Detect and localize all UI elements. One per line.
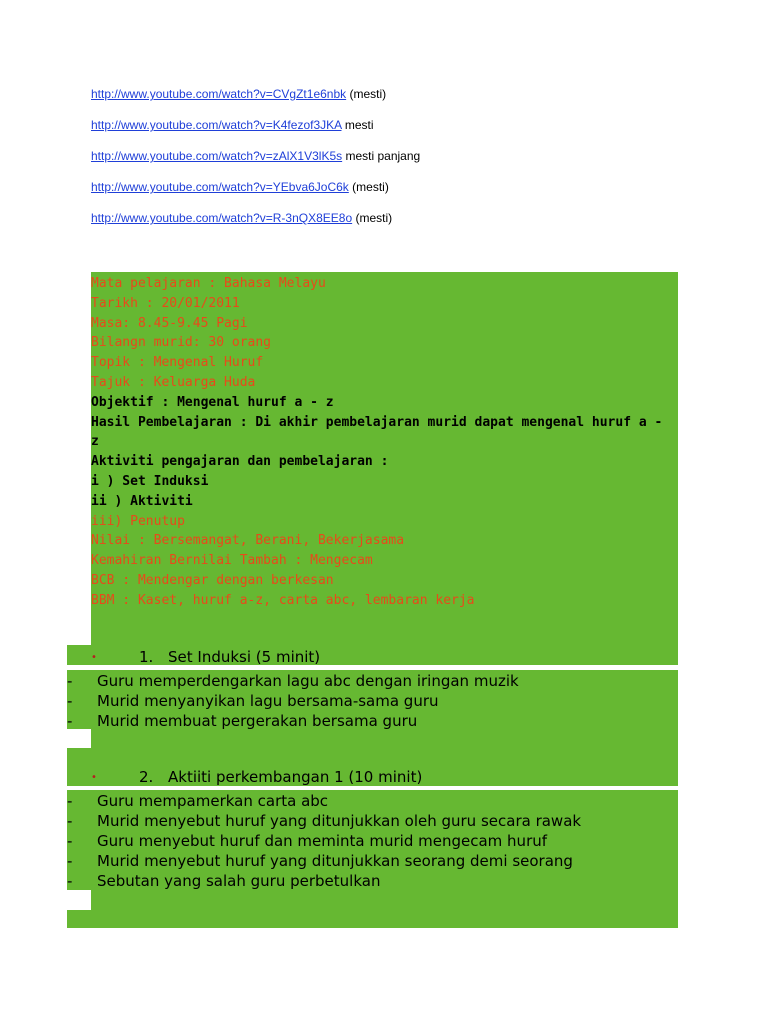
plan-subject: Mata pelajaran : Bahasa Melayu bbox=[91, 276, 326, 291]
link-row bbox=[91, 86, 420, 117]
plan-bbm: BBM : Kaset, huruf a-z, carta abc, lembaran kerja bbox=[91, 592, 475, 608]
item-text: Guru memperdengarkan lagu abc dengan iringan muzik bbox=[97, 672, 519, 690]
plan-objective: Objektif : Mengenal huruf a - z bbox=[91, 394, 334, 410]
item-text: Murid menyebut huruf yang ditunjukkan oleh guru secara rawak bbox=[97, 812, 582, 830]
link-row bbox=[91, 117, 420, 148]
notch bbox=[67, 729, 91, 748]
section-number: 1. bbox=[139, 648, 154, 666]
dash-marker: - bbox=[67, 792, 73, 810]
plan-title: Tajuk : Keluarga Huda bbox=[91, 374, 256, 390]
section-title: Set Induksi (5 minit) bbox=[168, 648, 321, 666]
bullet-icon: • bbox=[91, 772, 97, 783]
plan-bcb: BCB : Mendengar dengan berkesan bbox=[91, 572, 334, 588]
section-number: 2. bbox=[139, 768, 154, 786]
plan-date: Tarikh : 20/01/2011 bbox=[91, 295, 240, 311]
dash-marker: - bbox=[67, 712, 73, 730]
youtube-link[interactable]: http://www.youtube.com/watch?v=K4fezof3JKA bbox=[91, 118, 342, 132]
youtube-link[interactable]: http://www.youtube.com/watch?v=R-3nQX8EE8o bbox=[91, 211, 353, 225]
link-list bbox=[91, 86, 420, 241]
link-note: (mesti) bbox=[349, 87, 387, 101]
link-note: (mesti) bbox=[355, 211, 393, 225]
dash-marker: - bbox=[67, 672, 73, 690]
plan-step-2: ii ) Aktiviti bbox=[91, 493, 193, 509]
youtube-link[interactable]: http://www.youtube.com/watch?v=CVgZt1e6nbk bbox=[91, 87, 347, 101]
item-text: Murid menyanyikan lagu bersama-sama guru bbox=[97, 692, 439, 710]
plan-outcome: Hasil Pembelajaran : Di akhir pembelajaran murid dapat mengenal huruf a - bbox=[91, 414, 663, 430]
item-text: Murid menyebut huruf yang ditunjukkan seorang demi seorang bbox=[97, 852, 573, 870]
plan-step-1: i ) Set Induksi bbox=[91, 473, 209, 489]
link-note: mesti panjang bbox=[345, 149, 421, 163]
plan-students: Bilangn murid: 30 orang bbox=[91, 335, 272, 351]
link-row bbox=[91, 148, 420, 179]
plan-activities-heading: Aktiviti pengajaran dan pembelajaran : bbox=[91, 454, 389, 470]
item-text: Sebutan yang salah guru perbetulkan bbox=[97, 872, 381, 890]
notch-fill bbox=[67, 748, 91, 768]
section-title: Aktiiti perkembangan 1 (10 minit) bbox=[168, 768, 423, 786]
dash-marker: - bbox=[67, 832, 73, 850]
link-note: mesti bbox=[344, 118, 374, 132]
link-row bbox=[91, 210, 420, 241]
item-text: Murid membuat pergerakan bersama guru bbox=[97, 712, 418, 730]
link-note: (mesti) bbox=[352, 180, 389, 194]
dash-marker: - bbox=[67, 692, 73, 710]
plan-outcome-cont: z bbox=[91, 434, 99, 450]
notch bbox=[67, 629, 91, 645]
plan-step-3: iii) Penutup bbox=[91, 513, 185, 529]
notch bbox=[67, 890, 91, 910]
youtube-link[interactable]: http://www.youtube.com/watch?v=YEbva6JoC6k bbox=[91, 180, 349, 194]
plan-time: Masa: 8.45-9.45 Pagi bbox=[91, 315, 248, 331]
link-row bbox=[91, 179, 420, 210]
dash-marker: - bbox=[67, 872, 73, 890]
plan-skills: Kemahiran Bernilai Tambah : Mengecam bbox=[91, 553, 373, 569]
lesson-plan bbox=[91, 274, 681, 611]
bullet-icon: • bbox=[91, 652, 97, 663]
item-text: Guru mempamerkan carta abc bbox=[97, 792, 329, 810]
plan-values: Nilai : Bersemangat, Berani, Bekerjasama bbox=[91, 533, 405, 549]
item-text: Guru menyebut huruf dan meminta murid mengecam huruf bbox=[97, 832, 548, 850]
dash-marker: - bbox=[67, 812, 73, 830]
youtube-link[interactable]: http://www.youtube.com/watch?v=zAlX1V3lK5s bbox=[91, 149, 343, 163]
section-1-heading-box bbox=[67, 629, 678, 665]
plan-topic: Topik : Mengenal Huruf bbox=[91, 355, 264, 371]
dash-marker: - bbox=[67, 852, 73, 870]
